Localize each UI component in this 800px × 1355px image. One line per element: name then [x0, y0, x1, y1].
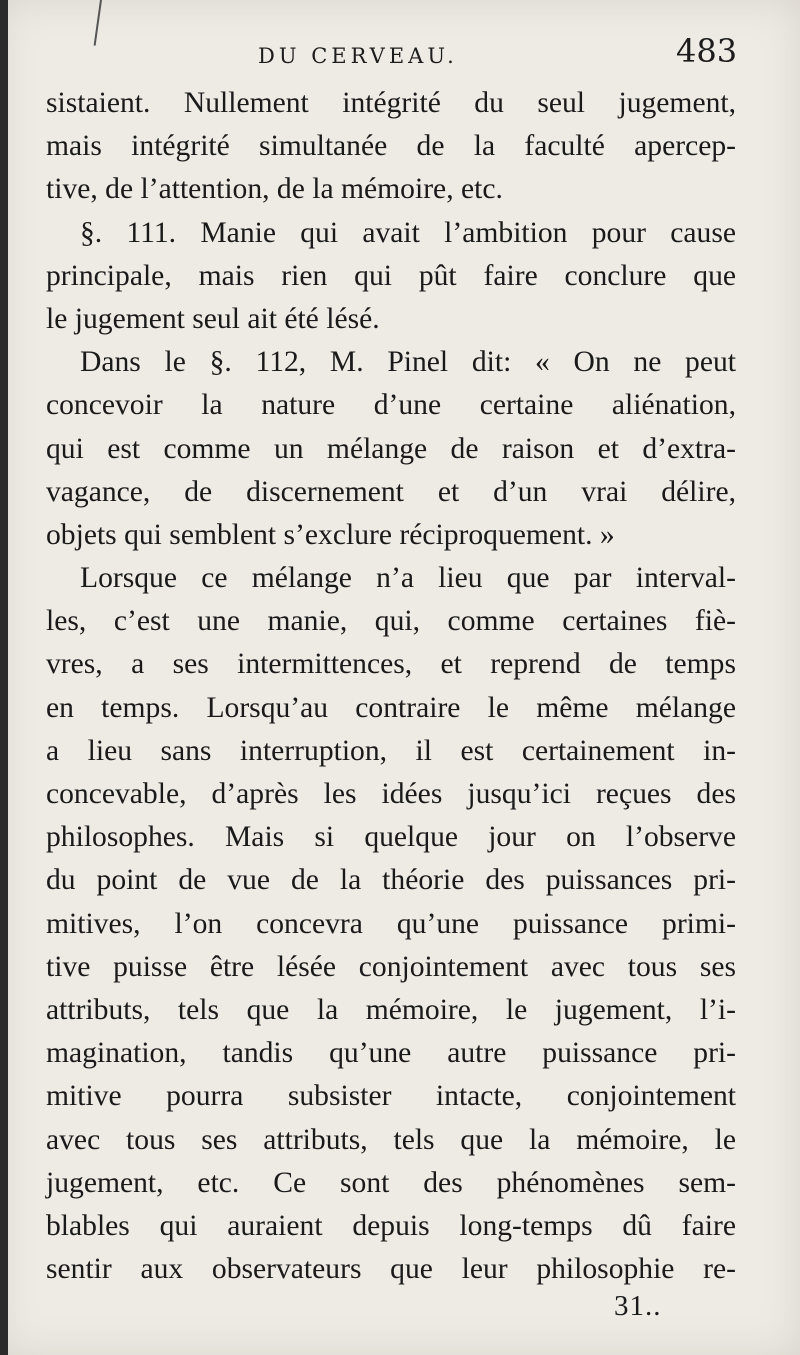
text-line: philosophes. Mais si quelque jour on l’observe [46, 821, 736, 854]
text-line: tive puisse être lésée conjointement avec tous ses [46, 950, 736, 983]
page-edge-shadow [0, 0, 8, 1355]
text-line: du point de vue de la théorie des puissances pri- [46, 864, 736, 897]
text-line: principale, mais rien qui pût faire conclure que [46, 259, 736, 292]
text-line: tive, de l’attention, de la mémoire, etc. [46, 173, 503, 206]
text-line: sentir aux observateurs que leur philosophie re- [46, 1253, 736, 1286]
text-line: vagance, de discernement et d’un vrai délire, [46, 475, 736, 508]
page-number: 483 [676, 32, 738, 70]
text-line: mitives, l’on concevra qu’une puissance primi- [46, 907, 736, 940]
text-line: attributs, tels que la mémoire, le jugement, l’i- [46, 993, 736, 1026]
text-line: jugement, etc. Ce sont des phénomènes sem- [46, 1166, 736, 1199]
text-line: §. 111. Manie qui avait l’ambition pour cause [80, 216, 736, 249]
text-line: avec tous ses attributs, tels que la mémoire, le [46, 1123, 736, 1156]
text-line: concevable, d’après les idées jusqu’ici reçues des [46, 778, 736, 810]
text-line: sistaient. Nullement intégrité du seul jugement, [46, 87, 736, 119]
text-line: magination, tandis qu’une autre puissance pri- [46, 1037, 736, 1070]
text-line: mitive pourra subsister intacte, conjointement [46, 1080, 736, 1113]
text-line: objets qui semblent s’exclure réciproquement. » [46, 518, 615, 551]
text-line: en temps. Lorsqu’au contraire le même mélange [46, 691, 736, 724]
text-line: le jugement seul ait été lésé. [46, 302, 380, 335]
text-line: Dans le §. 112, M. Pinel dit: « On ne peut [80, 346, 736, 379]
text-line: les, c’est une manie, qui, comme certaines fiè- [46, 605, 736, 638]
text-line: a lieu sans interruption, il est certainement in- [46, 734, 736, 767]
body-text [46, 82, 736, 1291]
page-header [0, 30, 800, 90]
text-line: qui est comme un mélange de raison et d’extra- [46, 432, 736, 465]
signature-mark: 31.. [614, 1290, 662, 1322]
text-line: Lorsque ce mélange n’a lieu que par interval- [80, 562, 736, 595]
running-title: DU CERVEAU. [258, 44, 458, 68]
text-line: concevoir la nature d’une certaine aliénation, [46, 389, 736, 422]
text-line: blables qui auraient depuis long-temps dû faire [46, 1209, 736, 1242]
text-line: vres, a ses intermittences, et reprend de temps [46, 648, 736, 681]
text-line: mais intégrité simultanée de la faculté apercep- [46, 130, 736, 163]
